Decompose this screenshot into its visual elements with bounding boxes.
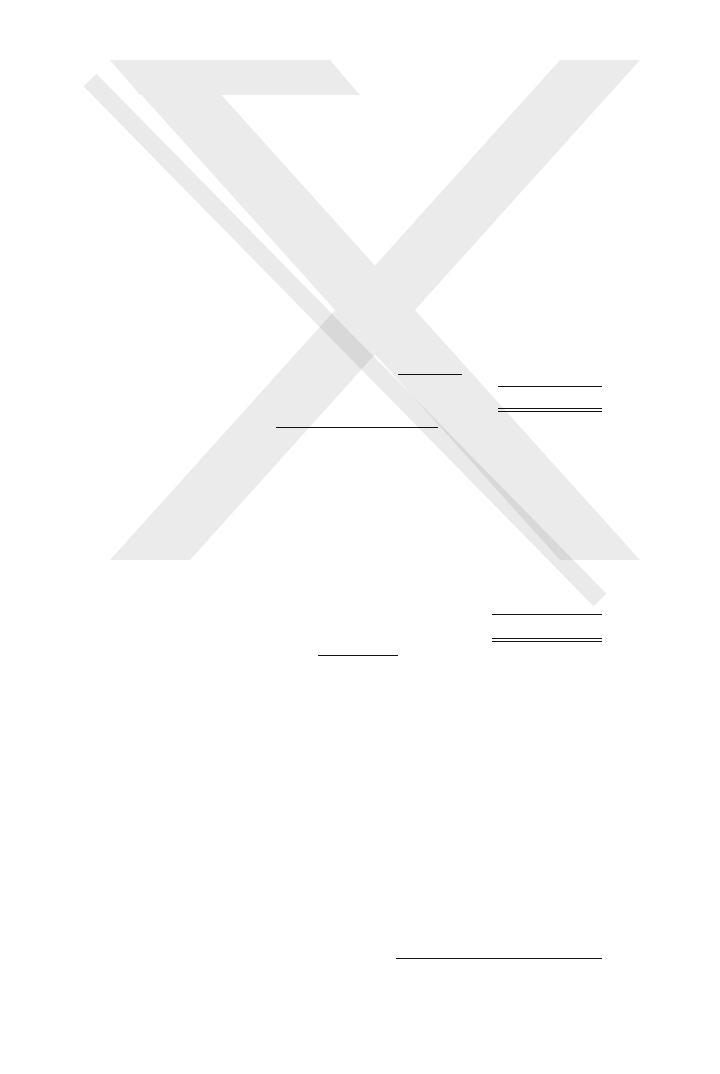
carried-rule xyxy=(396,958,602,959)
top-total-rule xyxy=(498,386,602,387)
section-divider-2 xyxy=(318,655,398,656)
top-total-double-rule xyxy=(498,408,602,412)
top-subtotal-rule xyxy=(398,374,462,375)
lottery-total-double-rule xyxy=(492,638,602,642)
lottery-total-rule xyxy=(492,614,602,615)
section-divider xyxy=(276,427,438,428)
